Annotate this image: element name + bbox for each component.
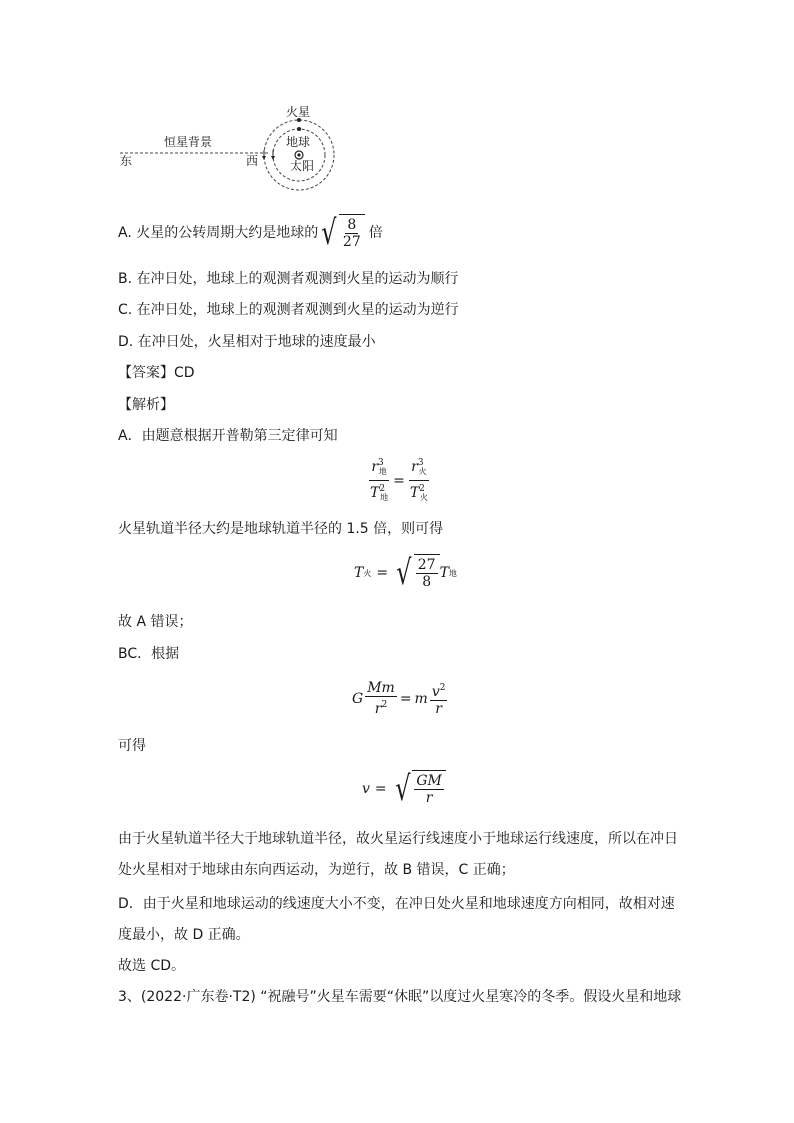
radical-icon: √ xyxy=(321,213,337,253)
a-wrong: 故 A 错误； xyxy=(118,614,193,630)
option-a-suffix: 倍 xyxy=(368,225,383,241)
west-label: 西 xyxy=(246,154,259,168)
option-a-prefix: A. 火星的公转周期大约是地球的 xyxy=(118,225,319,241)
kepler-equation: $\frac{r^3_地}{T^2_地}$ = $\frac{r^3_火}{T^2_火}$ xyxy=(368,455,430,506)
sun-center xyxy=(297,153,300,156)
option-a-sqrt xyxy=(318,214,365,252)
keyi-text: 可得 xyxy=(118,738,146,754)
option-a xyxy=(118,214,383,252)
option-d: D. 在冲日处，火星相对于地球的速度最小 xyxy=(118,334,376,350)
paragraph2-line2: 度最小，故 D 正确。 xyxy=(118,927,250,943)
background-label: 恒星背景 xyxy=(164,135,213,149)
conclusion: 故选 CD。 xyxy=(118,958,186,974)
mars-arrowhead-icon xyxy=(262,156,266,160)
mars-radius-text: 火星轨道半径大约是地球轨道半径的 1.5 倍，则可得 xyxy=(118,521,444,537)
answer: 【答案】CD xyxy=(118,365,195,381)
east-label: 东 xyxy=(120,154,133,168)
analysis-heading: 【解析】 xyxy=(118,397,174,413)
gravity-equation: G $\frac{Mm}{r^2}$ = m $\frac{v^2}{r}$ xyxy=(352,680,446,717)
bc-intro: BC．根据 xyxy=(118,646,180,662)
earth-dot xyxy=(297,127,301,131)
option-c: C. 在冲日处，地球上的观测者观测到火星的运动为逆行 xyxy=(118,302,459,318)
option-b: B. 在冲日处，地球上的观测者观测到火星的运动为顺行 xyxy=(118,271,459,287)
sun-label: 太阳 xyxy=(290,159,315,173)
paragraph2-line1: D．由于火星和地球运动的线速度大小不变，在冲日处火星和地球速度方向相同，故相对速 xyxy=(118,896,675,912)
option-a-num: 8 xyxy=(347,217,357,233)
velocity-equation: v = √ $\frac{GM}{r}$ xyxy=(362,770,446,808)
a-intro: A．由题意根据开普勒第三定律可知 xyxy=(118,428,338,444)
next-question: 3、(2022·广东卷·T2) “祝融号”火星车需要“休眠”以度过火星寒冷的冬季。假设火星和地球 xyxy=(118,989,682,1005)
orbit-diagram xyxy=(118,100,358,195)
option-a-den: 27 xyxy=(342,234,361,250)
paragraph1-line1: 由于火星轨道半径大于地球轨道半径，故火星运行线速度小于地球运行线速度，所以在冲日 xyxy=(118,831,678,847)
earth-label: 地球 xyxy=(286,135,311,149)
period-equation: T 火 = √ $\frac{27}{8}$ T 地 xyxy=(354,553,457,593)
paragraph1-line2: 处火星相对于地球由东向西运动，为逆行，故 B 错误，C 正确； xyxy=(118,862,515,878)
mars-label: 火星 xyxy=(286,105,311,119)
earth-arrowhead-icon xyxy=(271,156,275,160)
